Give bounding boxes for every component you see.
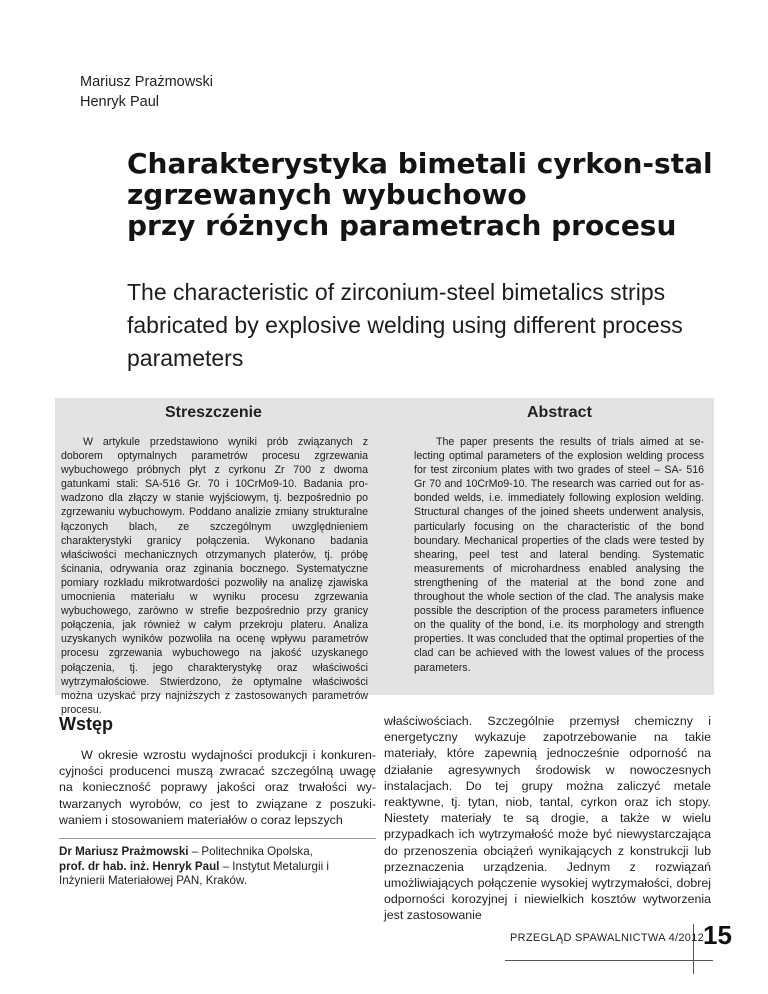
abstract-heading: Abstract — [527, 404, 592, 421]
author-name: Mariusz Prażmowski — [80, 74, 213, 90]
affiliation-institution-2: – Instytut Metalurgii i Inżynierii Materiałowej PAN, Kraków. — [59, 859, 329, 887]
author-list — [80, 72, 213, 112]
affiliation-author-2: prof. dr hab. inż. Henryk Paul — [59, 859, 220, 873]
page-number: 15 — [703, 920, 732, 950]
author-affiliations — [59, 845, 376, 889]
streszczenie-text: W artykule przedstawiono wyniki prób związanych z doborem optymalnych parametrów procesu zgrzewania wybuchowego próbnych płyt z cyrkonu Zr 700 z dwoma gatunkami stali: SA-516 Gr. 70 i 10CrMo9-10. Badania prowadzono dla złączy w stanie wyjściowym, tj. bezpośrednio po zgrzewaniu wybuchowym. Poddano analizie zmiany strukturalne łączonych blach, ze szczególnym uwzględnieniem charakterystyki granicy połączenia. Wykonano badania właściwości mechanicznych otrzymanych platerów, tj. próbę ścinania, odrywania oraz zginania bocznego. Systematyczne pomiary rozkładu mikrotwardości pozwoliły na analizę zjawiska umocnienia materiału w wyniku procesu zgrzewania wybuchowego, zarówno w strefie bezpośrednio przy granicy połączenia, jak również w całym przekroju plateru. Analiza uzyskanych wyników pozwoliła na ocenę wpływu parametrów procesu zgrzewania wybuchowego na jakość uzyskanego połączenia, tj. jego charakterystykę oraz właściwości wytrzymałościowe. Stwierdzono, że optymalne właściwości można uzyskać przy najniższych z zastosowanych parametrów procesu. — [61, 436, 368, 716]
title-line: Charakterystyka bimetali cyrkon-stal — [127, 147, 713, 180]
body-paragraph-right: właściwościach. Szczególnie przemysł chemiczny i energetyczny wykazuje zapotrzebowanie na takie materiały, które zapewnią jednocześnie odporność na działanie agresywnych środowisk w nowoczesnych instalacjach. Do tej grupy można zaliczyć metale reaktywne, tj. tytan, niob, tantal, cyrkon oraz ich stopy. Niestety materiały te są drogie, a także w wielu przypadkach ich wytrzymałość może być niewystarczająca do przenoszenia obciążeń wynikających z konstrukcji lub przeznaczenia urządzenia. Jednym z rozwiązań umożliwiających połączenie wysokiej wytrzymałości, dobrej odporności korozyjnej i niewielkich kosztów wytworzenia jest zastosowanie — [384, 714, 711, 923]
english-title: The characteristic of zirconium-steel bimetalics strips fabricated by explosive welding using different process parameters — [127, 279, 683, 371]
intro-paragraph: W okresie wzrostu wydajności produkcji i konkurencyjności producenci muszą zwracać szczególną uwagę na konieczność poprawy jakości oraz trwałości wytwarzanych wyrobów, co jest to związane z poszukiwaniem i stosowaniem materiałów o coraz lepszych — [59, 748, 376, 827]
section-heading-wstep: Wstęp — [59, 714, 113, 734]
affiliation-author-1: Dr Mariusz Prażmowski — [59, 845, 189, 858]
affiliation-divider — [59, 838, 376, 839]
abstract-text: The paper presents the results of trials aimed at selecting optimal parameters of the explosion welding process for test zirconium plates with two grades of steel – SA- 516 Gr 70 and 10CrMo9-10. The research was carried out for as-bonded welds, i.e. immediately following explosion welding. Structural changes of the joined sheets underwent analysis, particularly focusing on the characteristic of the bond boundary. Mechanical properties of the clads were tested by shearing, peel test and lateral bending. Systematic measurements of microhardness enabled analysing the strengthening of the material at the bond zone and throughout the whole section of the clad. The analysis make possible the description of the process parameters influence on the quality of the bond, i.e. its morphology and strength properties. It was concluded that the optimal properties of the clad can be achieved with the lowest values of the process parameters. — [414, 436, 704, 674]
affiliation-institution-1: – Politechnika Opolska, — [188, 845, 313, 858]
journal-name: PRZEGLĄD SPAWALNICTWA 4/2012 — [510, 932, 705, 944]
streszczenie-heading: Streszczenie — [165, 404, 262, 421]
title-line: zgrzewanych wybuchowo — [127, 178, 527, 211]
title-line: przy różnych parametrach procesu — [127, 209, 677, 242]
article-title — [127, 148, 747, 241]
footer-rule — [505, 960, 713, 961]
author-name: Henryk Paul — [80, 94, 159, 110]
abstract-panel — [55, 398, 714, 716]
